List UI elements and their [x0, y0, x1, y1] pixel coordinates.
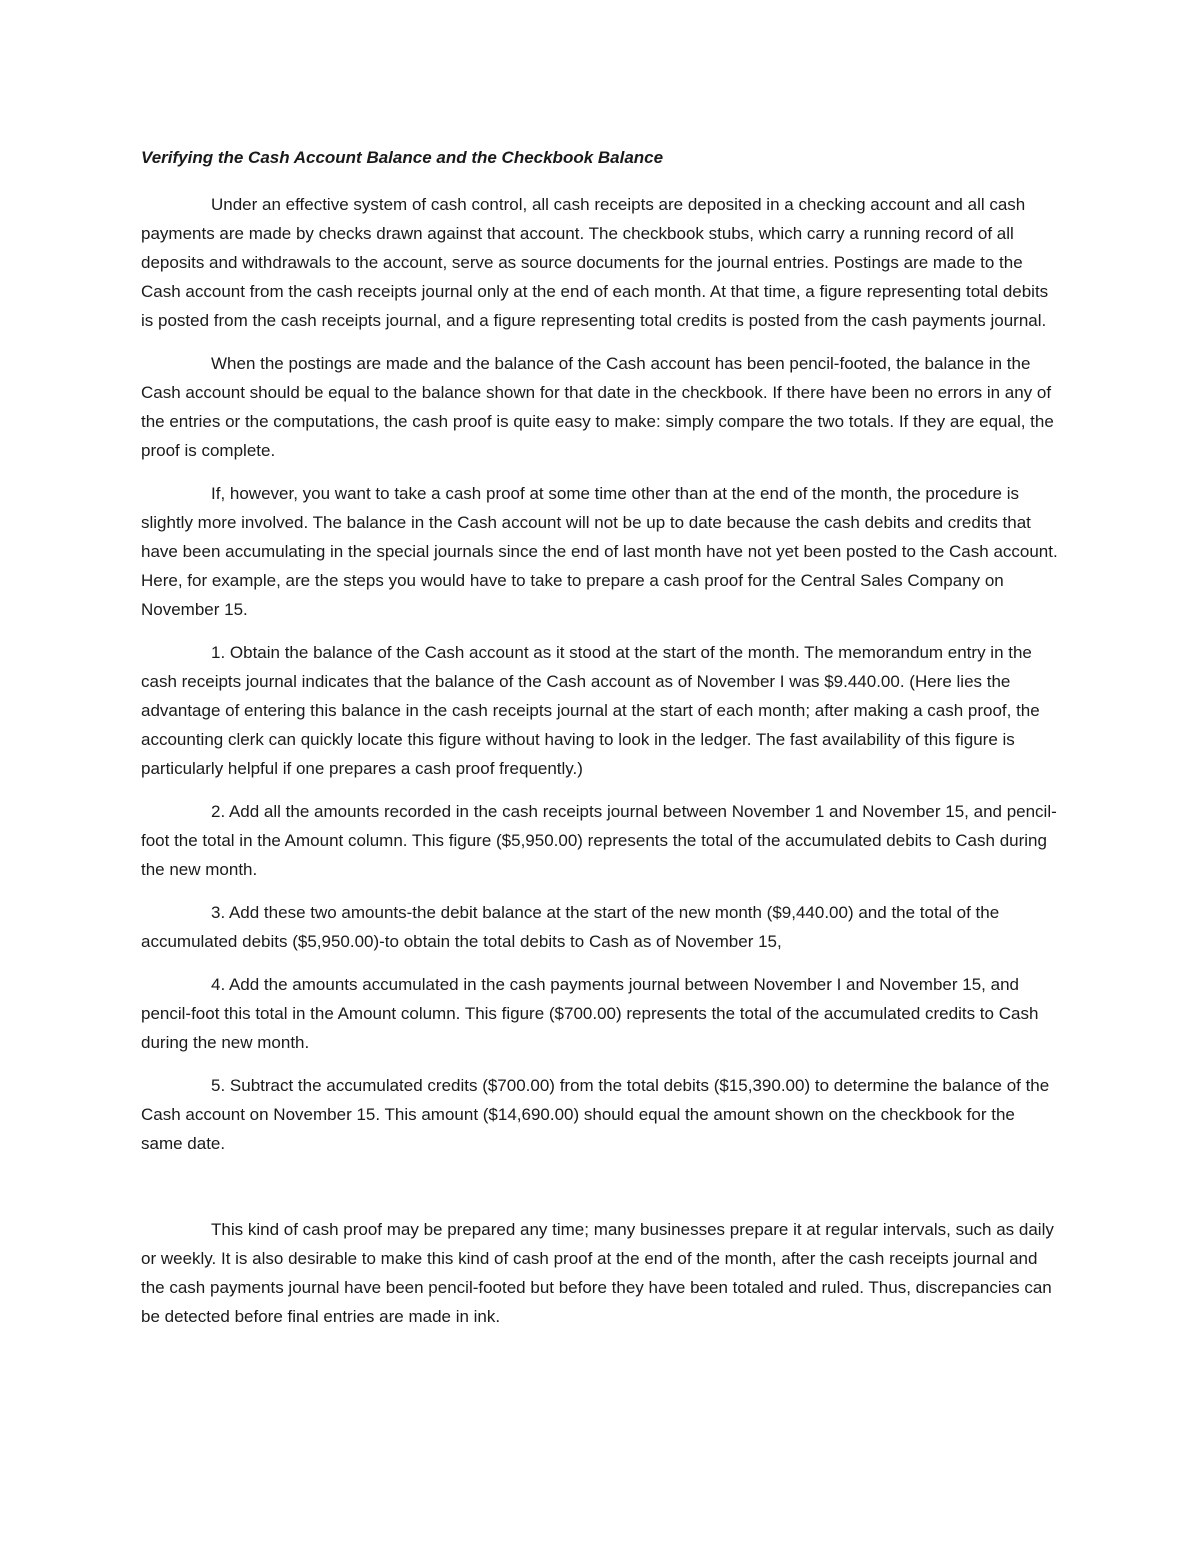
paragraph-step-2: 2. Add all the amounts recorded in the cash receipts journal between November 1 and November 15, and pencil-foot the total in the Amount column. This figure ($5,950.00) represents the total of the accumulated debits to Cash during the new month. — [141, 802, 1057, 879]
document-title: Verifying the Cash Account Balance and the Checkbook Balance — [141, 148, 664, 167]
paragraph-midmonth-proof: If, however, you want to take a cash proof at some time other than at the end of the month, the procedure is slightly more involved. The balance in the Cash account will not be up to date because the cash debits and credits that have been accumulating in the special journals since the end of last month have not yet been posted to the Cash account. Here, for example, are the steps you would have to take to prepare a cash proof for the Central Sales Company on November 15. — [141, 484, 1058, 619]
document-body — [141, 143, 1061, 1345]
paragraph-step-1: 1. Obtain the balance of the Cash account as it stood at the start of the month. The memorandum entry in the cash receipts journal indicates that the balance of the Cash account as of November I was $9.440.00. (Here lies the advantage of entering this balance in the cash receipts journal at the start of each month; after making a cash proof, the accounting clerk can quickly locate this figure without having to look in the ledger. The fast availability of this figure is particularly helpful if one prepares a cash proof frequently.) — [141, 643, 1040, 778]
paragraph-step-3: 3. Add these two amounts-the debit balance at the start of the new month ($9,440.00) and the total of the accumulated debits ($5,950.00)-to obtain the total debits to Cash as of November 15, — [141, 903, 1000, 951]
paragraph-intro: Under an effective system of cash control, all cash receipts are deposited in a checking account and all cash payments are made by checks drawn against that account. The checkbook stubs, which carry a running record of all deposits and withdrawals to the account, serve as source documents for the journal entries. Postings are made to the Cash account from the cash receipts journal only at the end of each month. At that time, a figure representing total debits is posted from the cash receipts journal, and a figure representing total credits is posted from the cash payments journal. — [141, 195, 1049, 330]
paragraph-step-4: 4. Add the amounts accumulated in the cash payments journal between November I and November 15, and pencil-foot this total in the Amount column. This figure ($700.00) represents the total of the accumulated credits to Cash during the new month. — [141, 975, 1039, 1052]
paragraph-step-5: 5. Subtract the accumulated credits ($700.00) from the total debits ($15,390.00) to determine the balance of the Cash account on November 15. This amount ($14,690.00) should equal the amount shown on the checkbook for the same date. — [141, 1076, 1050, 1153]
paragraph-postings: When the postings are made and the balance of the Cash account has been pencil-footed, the balance in the Cash account should be equal to the balance shown for that date in the checkbook. If there have been no errors in any of the entries or the computations, the cash proof is quite easy to make: simply compare the two totals. If they are equal, the proof is complete. — [141, 354, 1054, 460]
paragraph-conclusion: This kind of cash proof may be prepared any time; many businesses prepare it at regular intervals, such as daily or weekly. It is also desirable to make this kind of cash proof at the end of the month, after the cash receipts journal and the cash payments journal have been pencil-footed but before they have been totaled and ruled. Thus, discrepancies can be detected before final entries are made in ink. — [141, 1220, 1054, 1326]
